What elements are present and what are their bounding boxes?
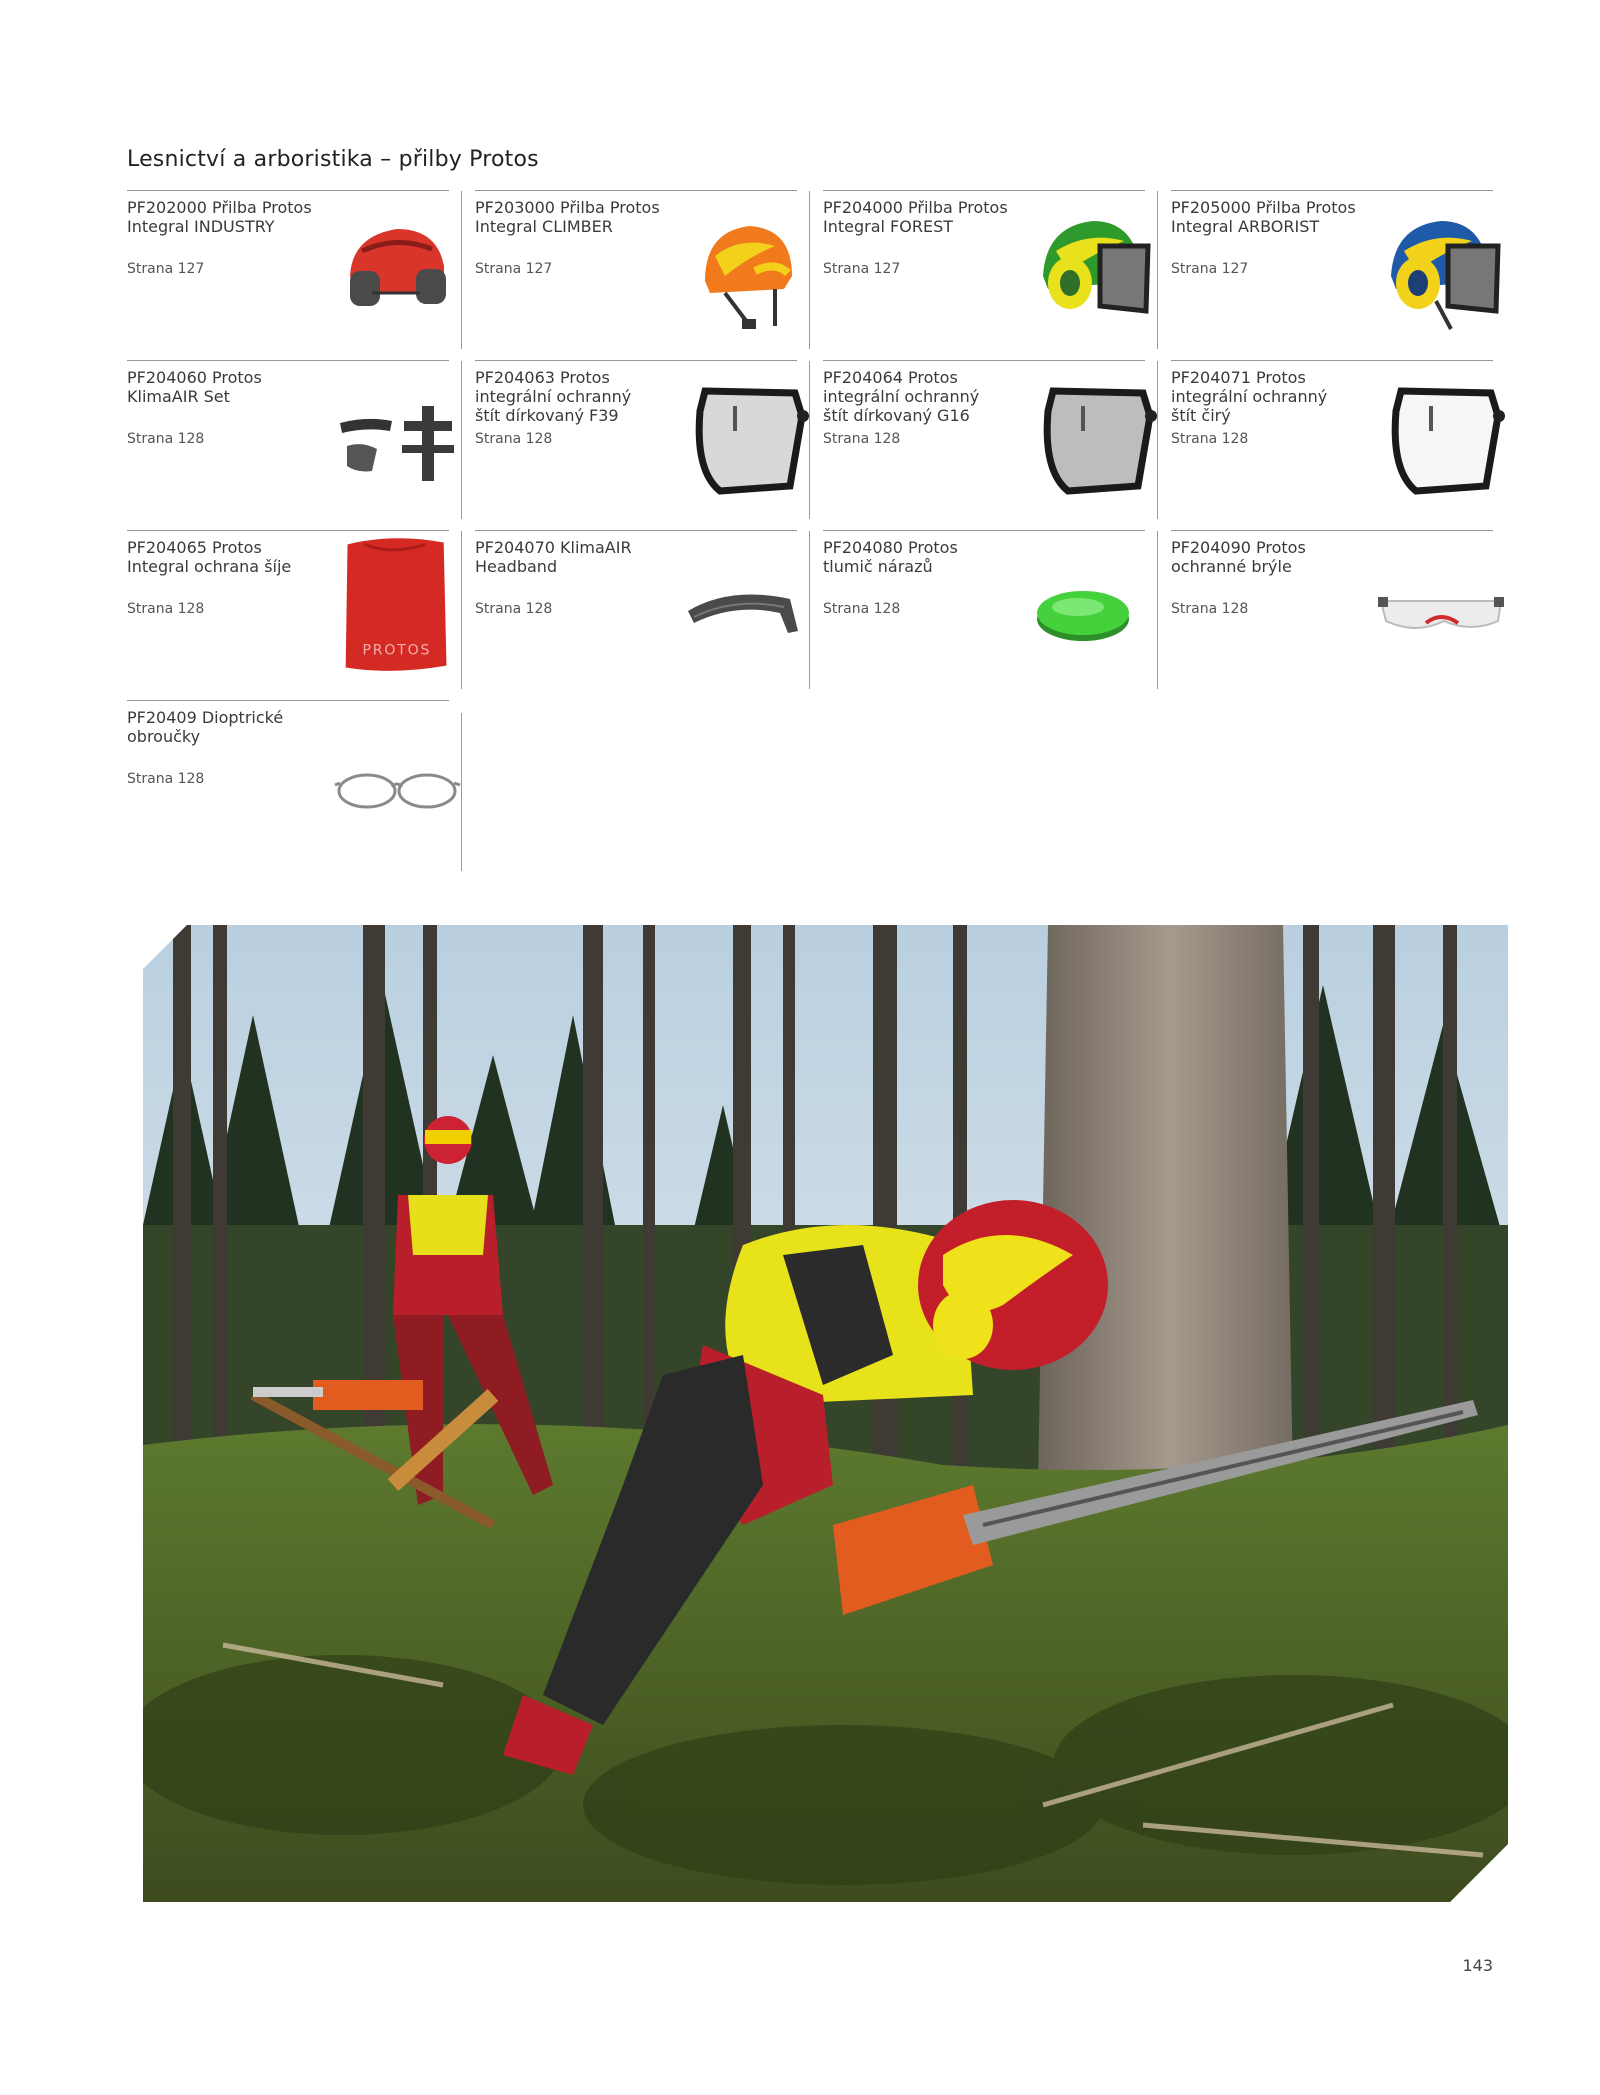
product-page-ref: Strana 127 <box>823 261 901 277</box>
product-name: PF204000 Přilba Protos Integral FOREST <box>823 198 1008 236</box>
product-card[interactable] <box>127 360 449 521</box>
product-name: PF203000 Přilba Protos Integral CLIMBER <box>475 198 660 236</box>
forestry-workers-photo <box>143 925 1508 1902</box>
product-page-ref: Strana 128 <box>1171 431 1249 447</box>
product-card[interactable] <box>127 530 449 691</box>
product-name: PF204063 Protos integrální ochranný štít dírkovaný F39 <box>475 368 632 425</box>
product-page-ref: Strana 128 <box>1171 601 1249 617</box>
product-name: PF204080 Protos tlumič nárazů <box>823 538 958 576</box>
prescription-frame-icon <box>332 711 462 851</box>
helmet-orange-icon <box>680 201 810 341</box>
helmet-blue-icon <box>1376 201 1506 341</box>
product-page-ref: Strana 128 <box>475 601 553 617</box>
product-card[interactable] <box>823 360 1145 521</box>
visor-mesh-icon <box>680 371 810 511</box>
product-name: PF204060 Protos KlimaAIR Set <box>127 368 262 406</box>
product-card[interactable] <box>127 700 449 861</box>
product-name: PF20409 Dioptrické obroučky <box>127 708 284 746</box>
page-title: Lesnictví a arboristika – přilby Protos <box>127 147 539 172</box>
product-name: PF202000 Přilba Protos Integral INDUSTRY <box>127 198 312 236</box>
page-number: 143 <box>1462 1956 1493 1975</box>
product-page-ref: Strana 128 <box>823 601 901 617</box>
product-card[interactable] <box>475 190 797 351</box>
product-page-ref: Strana 128 <box>127 601 205 617</box>
svg-text:PROTOS: PROTOS <box>362 642 432 659</box>
product-card[interactable] <box>823 190 1145 351</box>
product-name: PF204070 KlimaAIR Headband <box>475 538 632 576</box>
product-page-ref: Strana 128 <box>823 431 901 447</box>
klimaair-set-icon <box>332 371 462 511</box>
product-card[interactable] <box>823 530 1145 691</box>
product-page-ref: Strana 128 <box>475 431 553 447</box>
helmet-green-icon <box>1028 201 1158 341</box>
product-page-ref: Strana 127 <box>127 261 205 277</box>
product-card[interactable] <box>127 190 449 351</box>
product-card[interactable] <box>475 360 797 521</box>
shock-absorber-icon <box>1028 541 1158 681</box>
product-name: PF204090 Protos ochranné brýle <box>1171 538 1306 576</box>
product-page-ref: Strana 127 <box>475 261 553 277</box>
product-name: PF204064 Protos integrální ochranný štít dírkovaný G16 <box>823 368 980 425</box>
product-card[interactable] <box>1171 530 1493 691</box>
product-card[interactable] <box>1171 360 1493 521</box>
product-name: PF205000 Přilba Protos Integral ARBORIST <box>1171 198 1356 236</box>
product-name: PF204065 Protos Integral ochrana šíje <box>127 538 292 576</box>
safety-glasses-icon <box>1376 541 1506 681</box>
product-page-ref: Strana 128 <box>127 771 205 787</box>
product-card[interactable] <box>1171 190 1493 351</box>
product-page-ref: Strana 128 <box>127 431 205 447</box>
neck-protector-icon <box>332 535 462 685</box>
product-card[interactable] <box>475 530 797 691</box>
product-page-ref: Strana 127 <box>1171 261 1249 277</box>
helmet-red-icon <box>332 201 462 341</box>
headband-icon <box>680 541 810 681</box>
visor-clear-icon <box>1376 371 1506 511</box>
product-name: PF204071 Protos integrální ochranný štít čirý <box>1171 368 1328 425</box>
visor-mesh-icon <box>1028 371 1158 511</box>
product-grid <box>0 0 1600 880</box>
